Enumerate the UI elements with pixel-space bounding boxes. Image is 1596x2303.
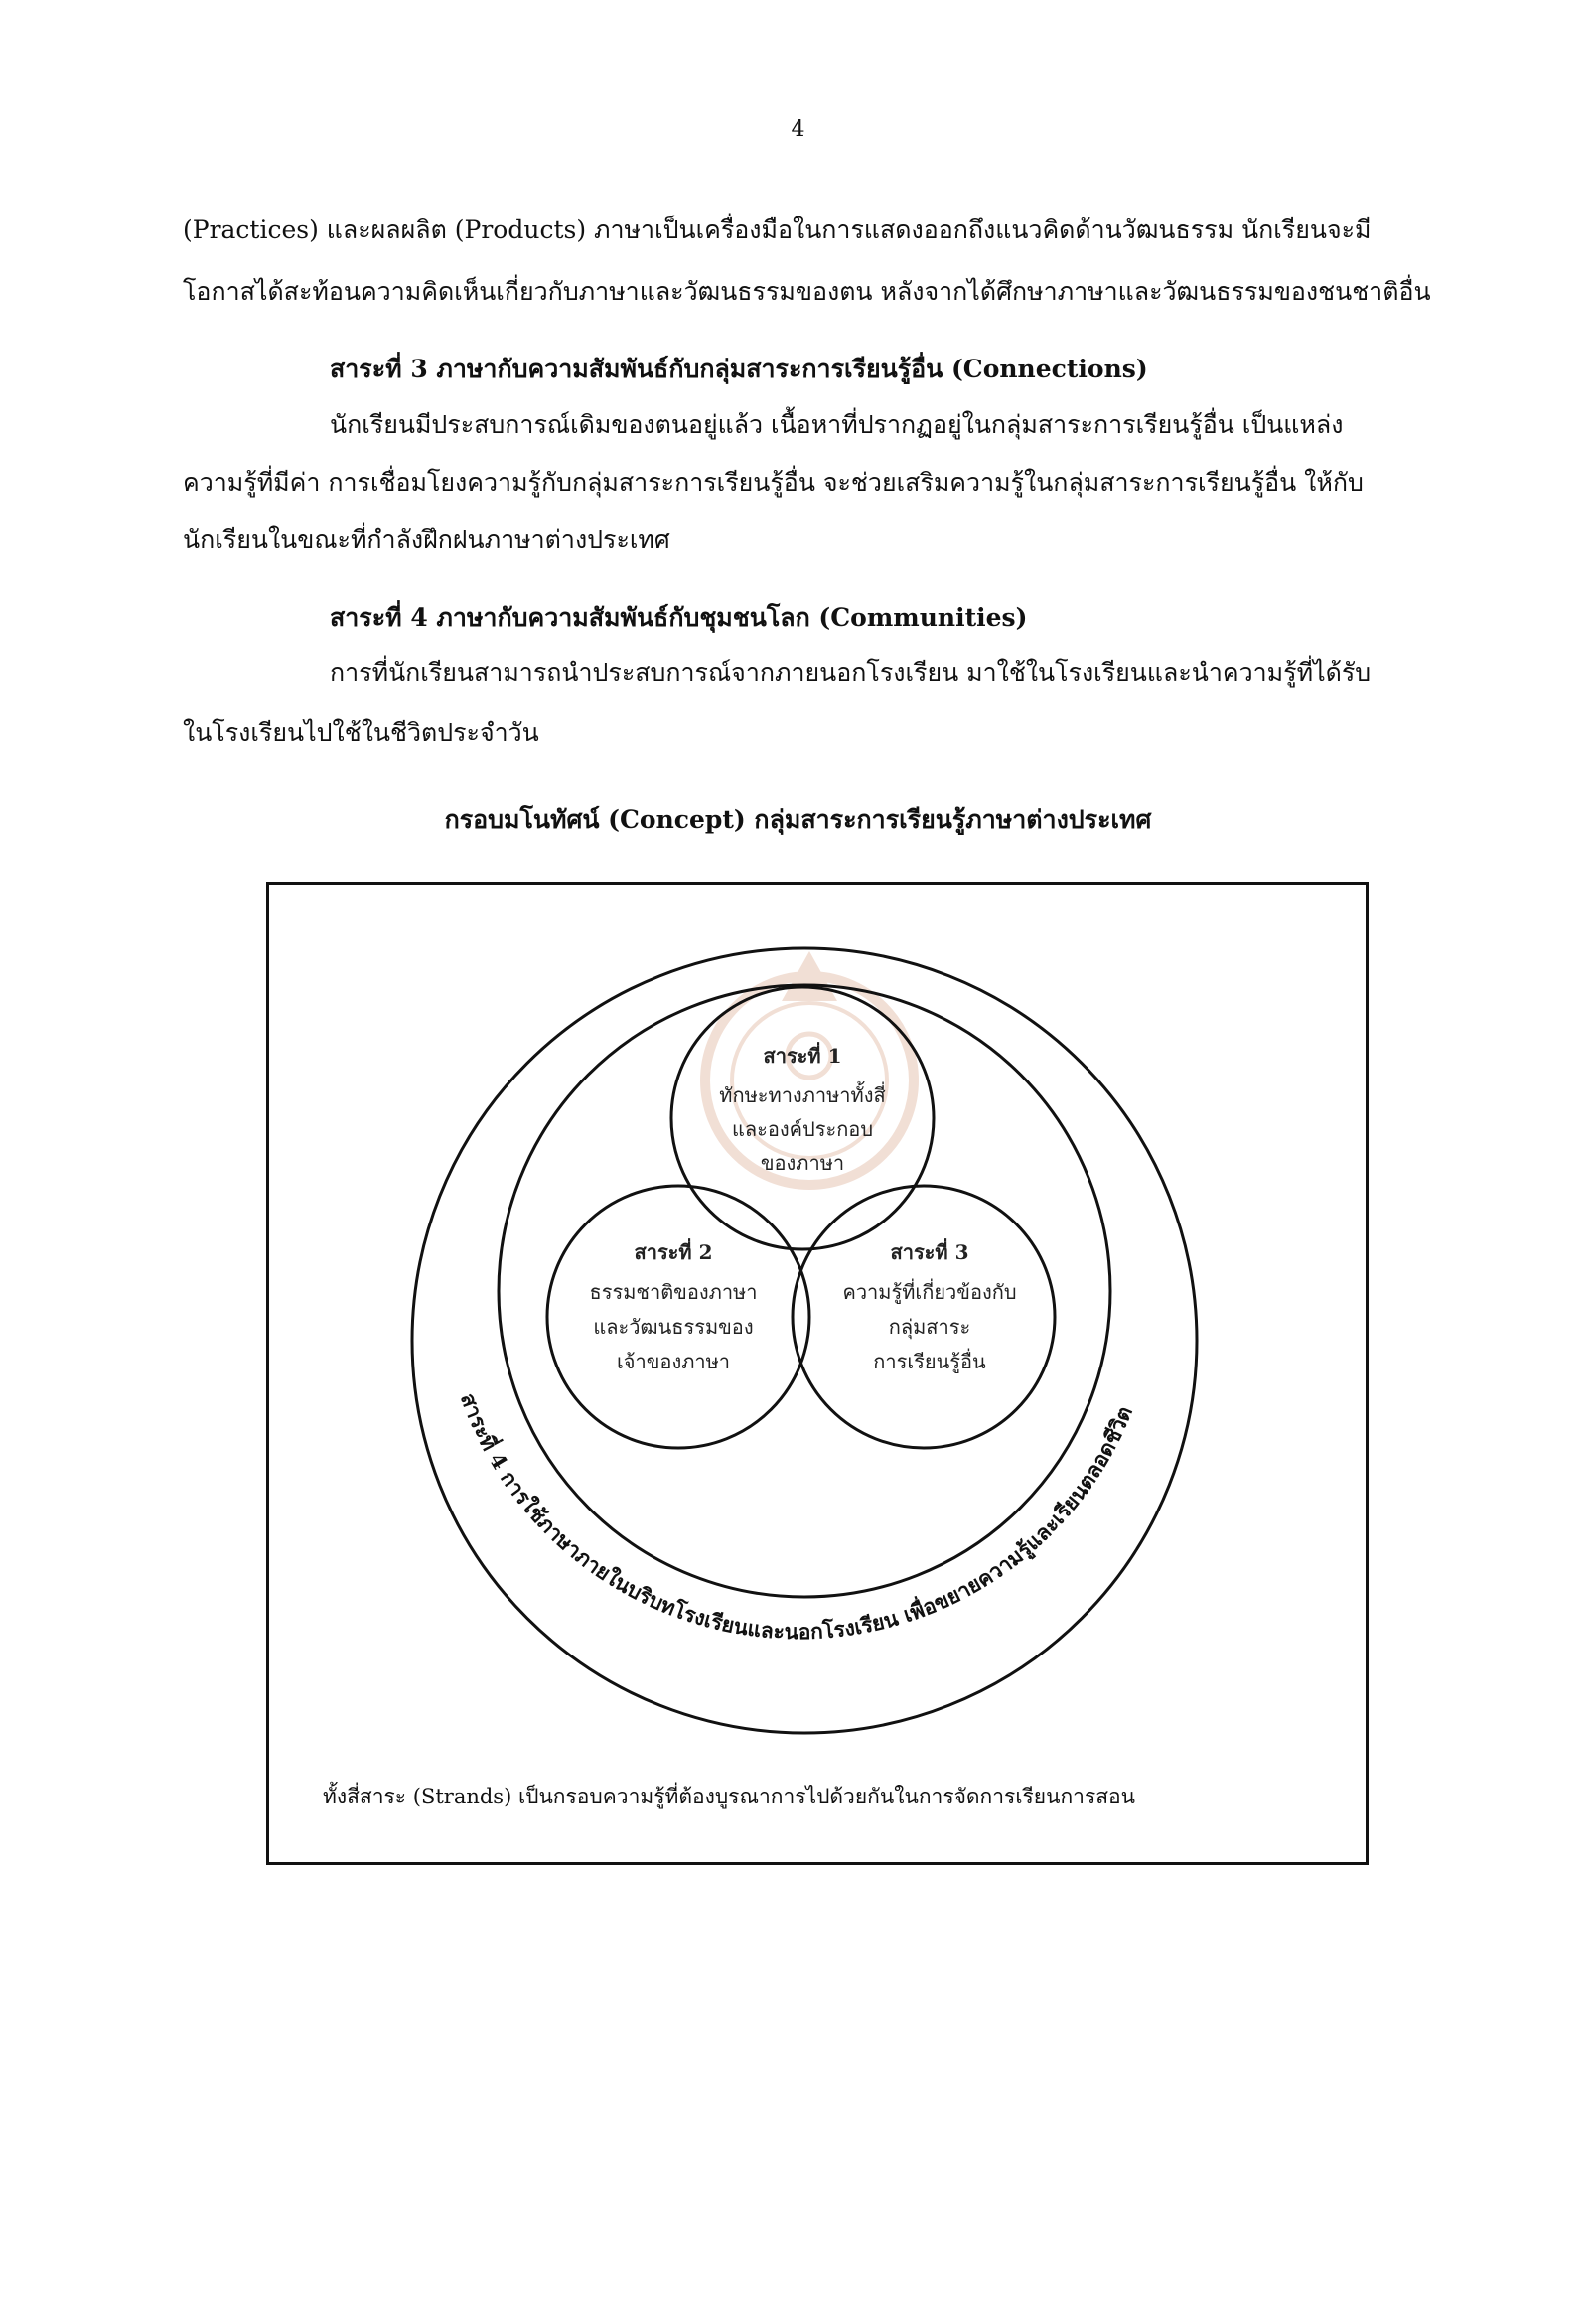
circle-3-line-3: การเรียนรู้อื่น [873,1350,986,1373]
strand-3-line-1: นักเรียนมีประสบการณ์เดิมของตนอยู่แล้ว เนื้อหาที่ปรากฏอยู่ในกลุ่มสาระการเรียนรู้อื่น เป็นแหล่ง [330,410,1344,439]
strand-3-line-3: นักเรียนในขณะที่กำลังฝึกฝนภาษาต่างประเทศ [183,525,670,554]
circle-3-line-1: ความรู้ที่เกี่ยวข้องกับ [842,1280,1017,1304]
figure-footnote: ทั้งสี่สาระ (Strands) เป็นกรอบความรู้ที่ต้องบูรณาการไปด้วยกันในการจัดการเรียนการสอน [323,1785,1136,1808]
outer-ring-text [456,1390,1137,1645]
figure-title: กรอบมโนทัศน์ (Concept) กลุ่มสาระการเรียนรู้ภาษาต่างประเทศ [444,805,1152,834]
strand-3-heading: สาระที่ 3 ภาษากับความสัมพันธ์กับกลุ่มสาระการเรียนรู้อื่น (Connections) [330,355,1148,383]
circle-1-line-2: และองค์ประกอบ [731,1117,874,1141]
page-number: 4 [791,117,805,142]
paragraph-1-line-2: โอกาสได้สะท้อนความคิดเห็นเกี่ยวกับภาษาและวัฒนธรรมของตน หลังจากได้ศึกษาภาษาและวัฒนธรรมของชนชาติอื่น [183,277,1431,306]
paragraph-1-line-1: (Practices) และผลผลิต (Products) ภาษาเป็นเครื่องมือในการแสดงออกถึงแนวคิดด้านวัฒนธรรม นักเรียนจะมี [183,216,1372,244]
circle-1-line-3: ของภาษา [760,1151,845,1175]
circle-2-line-1: ธรรมชาติของภาษา [589,1280,758,1304]
circle-3-line-2: กลุ่มสาระ [888,1315,971,1339]
concept-diagram [266,882,1369,1865]
circle-2-title: สาระที่ 2 [634,1240,713,1264]
circle-2-line-3: เจ้าของภาษา [616,1350,731,1373]
outer-ring-text-path: สาระที่ 4 การใช้ภาษาภายในบริบทโรงเรียนและนอกโรงเรียน เพื่อขยายความรู้และเรียนตลอดชีวิต [455,1389,1137,1645]
circle-1-title: สาระที่ 1 [763,1044,842,1068]
strand-4-line-1: การที่นักเรียนสามารถนำประสบการณ์จากภายนอกโรงเรียน มาใช้ในโรงเรียนและนำความรู้ที่ได้รับ [330,658,1372,687]
circle-1-line-1: ทักษะทางภาษาทั้งสี่ [719,1083,886,1107]
strand-4-heading: สาระที่ 4 ภาษากับความสัมพันธ์กับชุมชนโลก (Communities) [330,603,1028,632]
circle-2-line-2: และวัฒนธรรมของ [593,1315,754,1339]
strand-3-line-2: ความรู้ที่มีค่า การเชื่อมโยงความรู้กับกลุ่มสาระการเรียนรู้อื่น จะช่วยเสริมความรู้ในกลุ่มสาระการเรียนรู้อื่น ให้กับ [183,468,1364,497]
strand-4-line-2: ในโรงเรียนไปใช้ในชีวิตประจำวัน [183,718,539,747]
circle-3-title: สาระที่ 3 [890,1240,969,1264]
